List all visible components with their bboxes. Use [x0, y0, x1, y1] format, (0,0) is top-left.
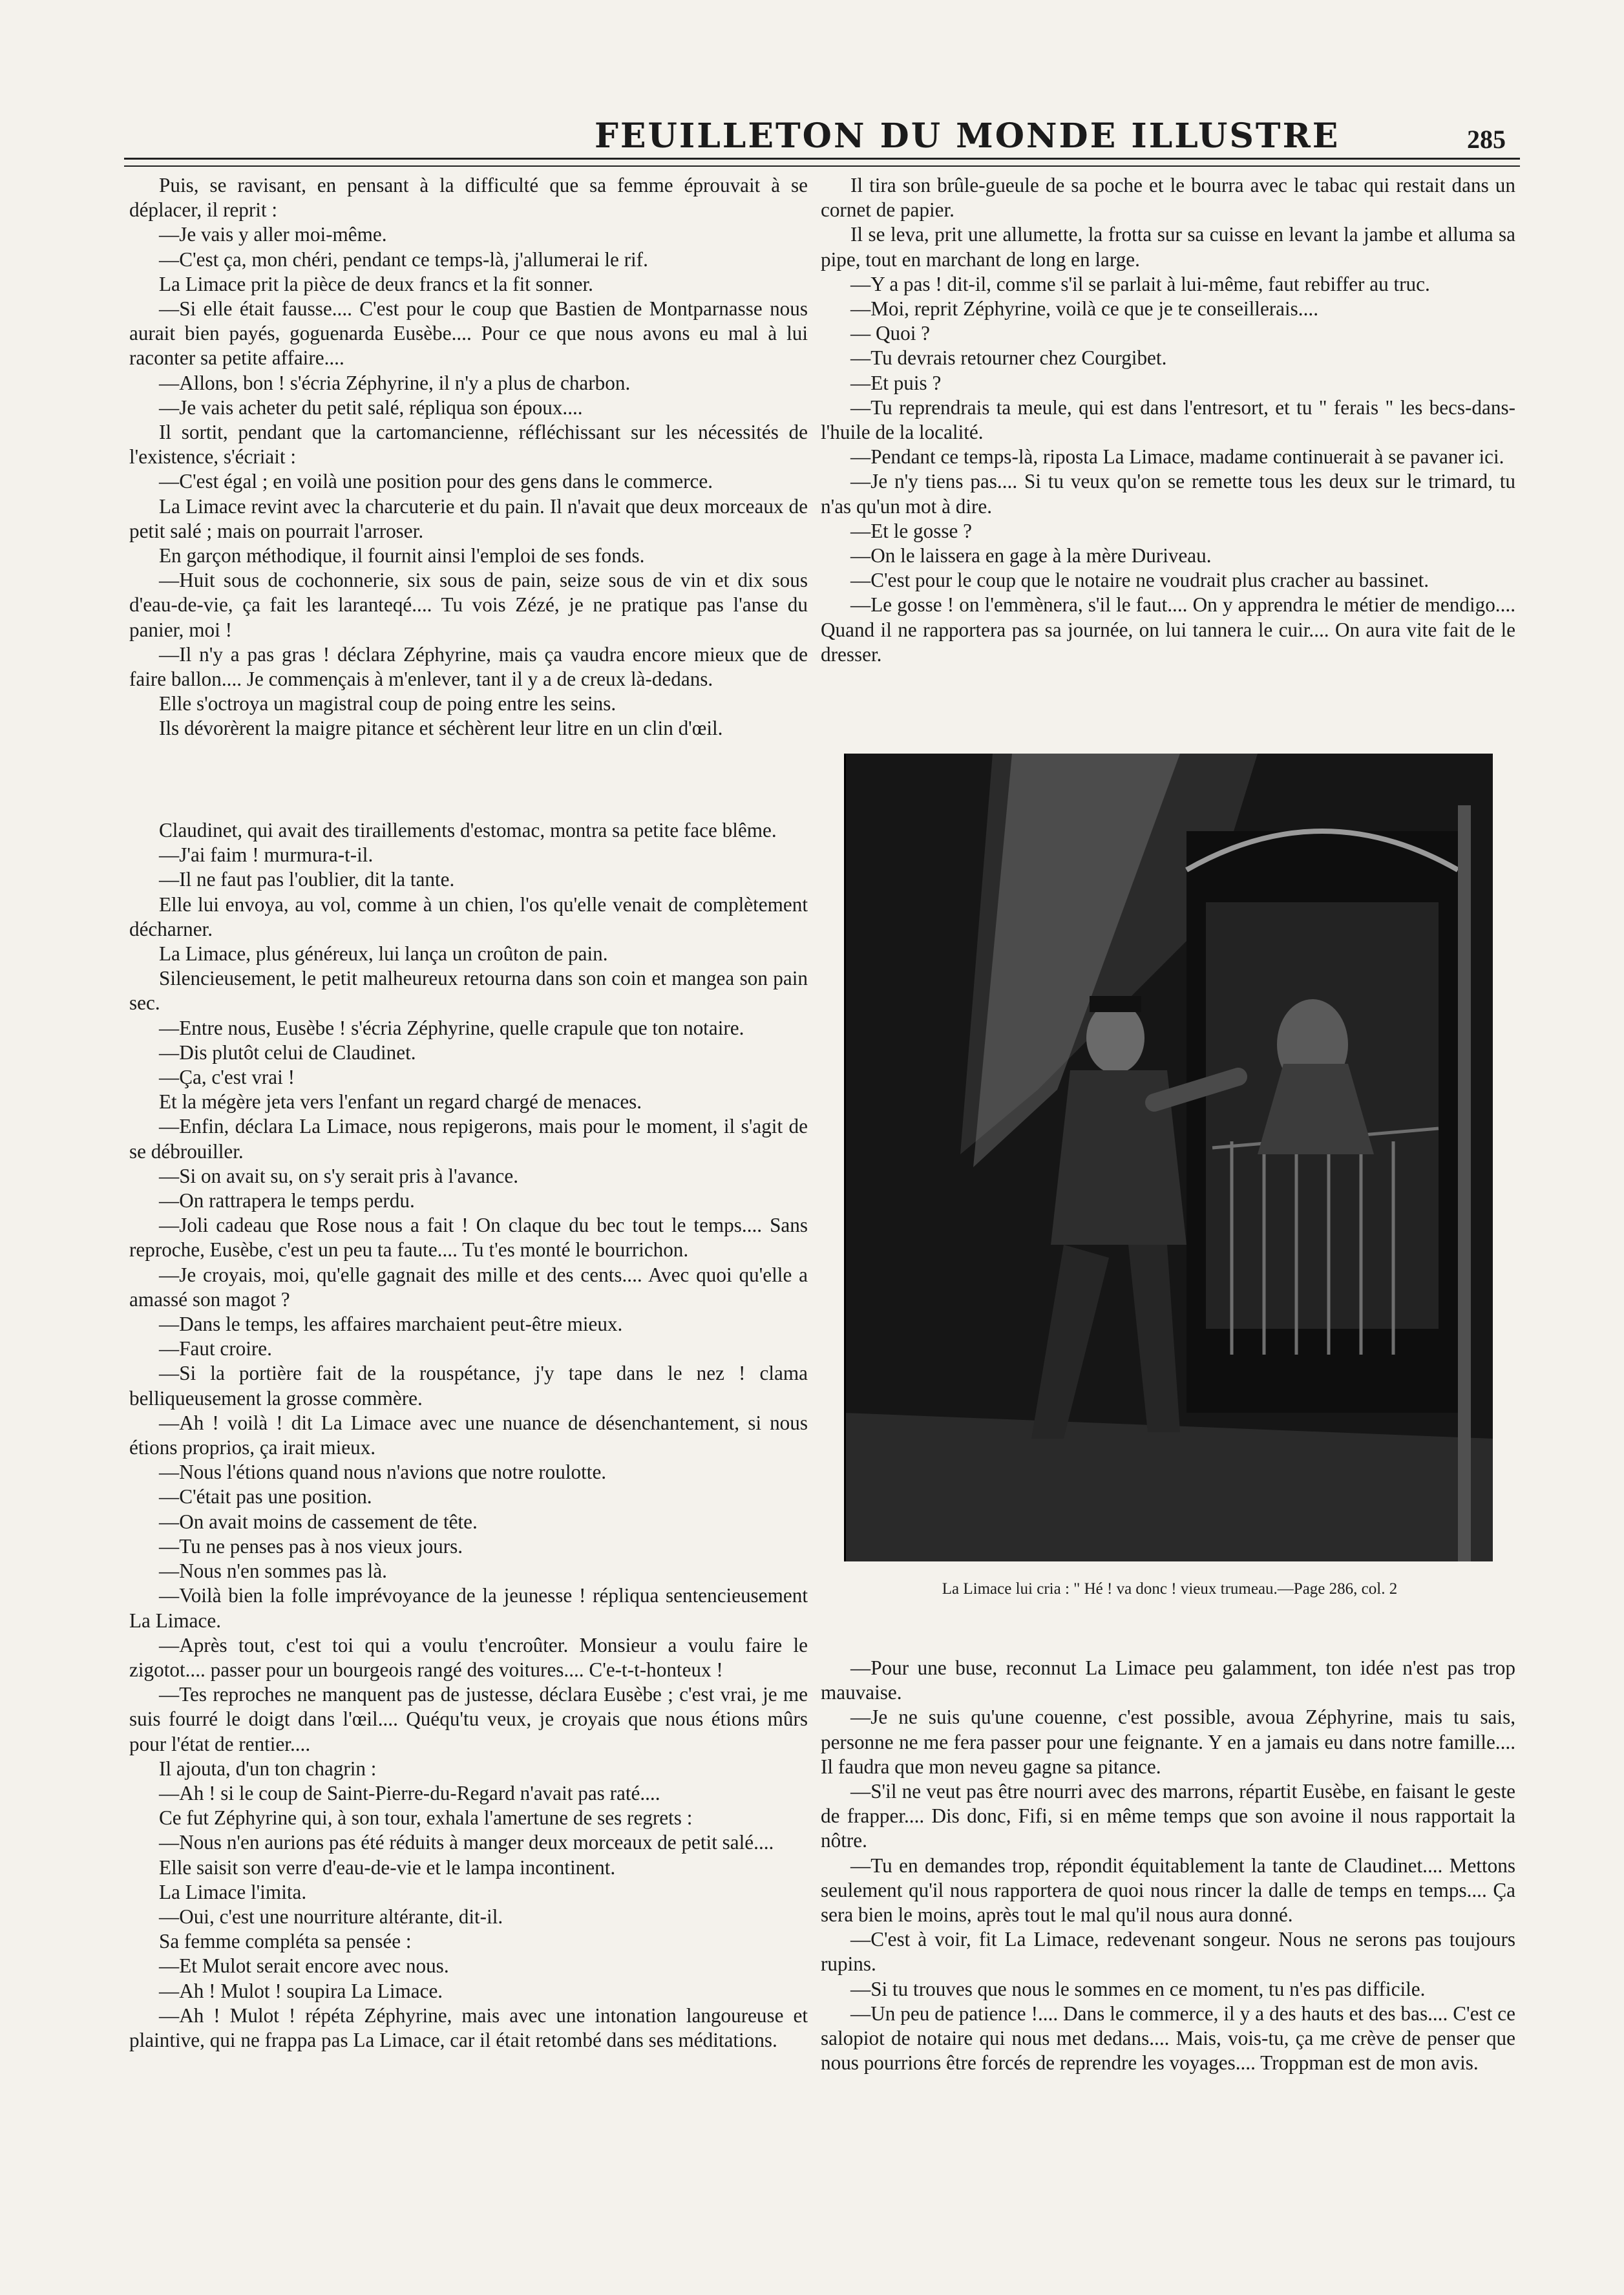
paragraph: Et la mégère jeta vers l'enfant un regard chargé de menaces. — [159, 1090, 642, 1114]
paragraph: Il ajouta, d'un ton chagrin : — [159, 1757, 377, 1780]
paragraph: —On le laissera en gage à la mère Duriveau. — [850, 544, 1212, 567]
paragraph: —S'il ne veut pas être nourri avec des marrons, répartit Eusèbe, en faisant le geste de frapper.... Dis donc, Fifi, si en même temps que son avoine il nous rapportait la nôtre. — [821, 1780, 1515, 1852]
paragraph: Elle saisit son verre d'eau-de-vie et le lampa incontinent. — [159, 1856, 616, 1879]
engraving-illustration — [844, 754, 1493, 1561]
right-column-bottom — [821, 1656, 1515, 2075]
right-column-top — [821, 173, 1515, 667]
header-rule-thin — [124, 165, 1520, 167]
paragraph: —Le gosse ! on l'emmènera, s'il le faut.... On y apprendra le métier de mendigo.... Quand il ne rapportera pas sa journée, on lui tannera le cuir.... On aura vite fait de le dresser. — [821, 593, 1515, 666]
paragraph: —Oui, c'est une nourriture altérante, dit-il. — [159, 1905, 503, 1928]
paragraph: —Un peu de patience !.... Dans le commerce, il y a des hauts et des bas.... C'est ce salopiot de notaire qui nous met dedans.... Mais, vois-tu, ça me crève de penser que nous pourrions être forcés de reprendre les voyages.... Troppman est de mon avis. — [821, 2002, 1515, 2075]
paragraph: —Tes reproches ne manquent pas de justesse, déclara Eusèbe ; c'est vrai, je me suis fourré le doigt dans l'œil.... Quéqu'tu veux, je croyais que nous étions mûrs pour l'état de rentier.... — [129, 1683, 808, 1755]
paragraph: —Il n'y a pas gras ! déclara Zéphyrine, mais ça vaudra encore mieux que de faire ballon.... Je commençais à m'enlever, tant il y a de creux là-dedans. — [129, 642, 808, 691]
paragraph: —Faut croire. — [159, 1337, 272, 1360]
paragraph: —Tu en demandes trop, répondit équitablement la tante de Claudinet.... Mettons seulement qu'il nous rapportera de quoi nous rincer la dalle de temps en temps.... Ça sera bien le moins, après tout le mal qu'il nous aura donné. — [821, 1854, 1515, 1927]
paragraph: —Ah ! si le coup de Saint-Pierre-du-Regard n'avait pas raté.... — [159, 1781, 660, 1804]
paragraph: —Je n'y tiens pas.... Si tu veux qu'on se remette tous les deux sur le trimard, tu n'as qu'un mot à dire. — [821, 470, 1515, 518]
paragraph: —C'était pas une position. — [159, 1485, 372, 1508]
paragraph: Il se leva, prit une allumette, la frotta sur sa cuisse en levant la jambe et alluma sa pipe, tout en marchant de long en large. — [821, 223, 1515, 271]
paragraph: Il sortit, pendant que la cartomancienne, réfléchissant sur les nécessités de l'existence, s'écriait : — [129, 421, 808, 469]
paragraph: —On avait moins de cassement de tête. — [159, 1510, 478, 1533]
paragraph: —Ah ! Mulot ! soupira La Limace. — [159, 1979, 443, 2002]
paragraph: Ce fut Zéphyrine qui, à son tour, exhala l'amertune de ses regrets : — [159, 1806, 693, 1830]
paragraph: —Ah ! voilà ! dit La Limace avec une nuance de désenchantement, si nous étions proprios, ça irait mieux. — [129, 1411, 808, 1459]
paragraph: Sa femme compléta sa pensée : — [159, 1930, 412, 1953]
page-header-title: FEUILLETON DU MONDE ILLUSTRE — [595, 116, 1340, 156]
paragraph: Ils dévorèrent la maigre pitance et séchèrent leur litre en un clin d'œil. — [159, 717, 723, 740]
paragraph: —Tu devrais retourner chez Courgibet. — [850, 346, 1167, 370]
left-column-top — [129, 173, 808, 741]
paragraph: —Huit sous de cochonnerie, six sous de pain, seize sous de vin et dix sous d'eau-de-vie, ça fait les laranteqé.... Tu vois Zézé, je ne pratique pas l'anse du panier, moi ! — [129, 569, 808, 641]
paragraph: —Enfin, déclara La Limace, nous repigerons, mais pour le moment, il s'agit de se débrouiller. — [129, 1115, 808, 1163]
page-number: 285 — [1467, 125, 1506, 154]
paragraph: —Si elle était fausse.... C'est pour le coup que Bastien de Montparnasse nous aurait bien payés, goguenarda Eusèbe.... Pour ce que nous avons eu mal à lui raconter sa petite affaire.... — [129, 297, 808, 370]
paragraph: —Pour une buse, reconnut La Limace peu galamment, ton idée n'est pas trop mauvaise. — [821, 1656, 1515, 1704]
paragraph: —Pendant ce temps-là, riposta La Limace, madame continuerait à se pavaner ici. — [850, 445, 1504, 469]
paragraph: —Il ne faut pas l'oublier, dit la tante. — [159, 868, 455, 891]
paragraph: La Limace l'imita. — [159, 1880, 307, 1903]
paragraph: — Quoi ? — [850, 322, 930, 345]
paragraph: —Nous n'en sommes pas là. — [159, 1560, 387, 1583]
paragraph: —Ça, c'est vrai ! — [159, 1066, 295, 1089]
paragraph: —Y a pas ! dit-il, comme s'il se parlait à lui-même, faut rebiffer au truc. — [850, 272, 1430, 295]
paragraph: —Je ne suis qu'une couenne, c'est possible, avoua Zéphyrine, mais tu sais, personne ne me fera passer pour une feignante. Y en a jamais eu dans notre famille.... Il faudra que mon neveu gagne sa pitance. — [821, 1706, 1515, 1778]
paragraph: —J'ai faim ! murmura-t-il. — [159, 843, 374, 867]
paragraph: —Allons, bon ! s'écria Zéphyrine, il n'y a plus de charbon. — [159, 371, 631, 394]
paragraph: Elle lui envoya, au vol, comme à un chien, l'os qu'elle venait de complètement décharner. — [129, 893, 808, 940]
paragraph: —Moi, reprit Zéphyrine, voilà ce que je te conseillerais.... — [850, 297, 1318, 321]
paragraph: —C'est ça, mon chéri, pendant ce temps-là, j'allumerai le rif. — [159, 248, 648, 271]
paragraph: —C'est pour le coup que le notaire ne voudrait plus cracher au bassinet. — [850, 569, 1429, 592]
paragraph: —Joli cadeau que Rose nous a fait ! On claque du bec tout le temps.... Sans reproche, Eusèbe, c'est un peu ta faute.... Tu t'es monté le bourrichon. — [129, 1214, 808, 1262]
paragraph: —C'est à voir, fit La Limace, redevenant songeur. Nous ne serons pas toujours rupins. — [821, 1928, 1515, 1976]
paragraph: —Dans le temps, les affaires marchaient peut-être mieux. — [159, 1313, 623, 1336]
paragraph: La Limace prit la pièce de deux francs et la fit sonner. — [159, 272, 593, 295]
paragraph: —Je vais acheter du petit salé, répliqua son époux.... — [159, 396, 583, 419]
paragraph: —Entre nous, Eusèbe ! s'écria Zéphyrine, quelle crapule que ton notaire. — [159, 1016, 744, 1039]
paragraph: —Dis plutôt celui de Claudinet. — [159, 1041, 416, 1064]
paragraph: —Nous n'en aurions pas été réduits à manger deux morceaux de petit salé.... — [159, 1831, 774, 1854]
paragraph: Elle s'octroya un magistral coup de poing entre les seins. — [159, 692, 617, 715]
left-column-bottom — [129, 818, 808, 2053]
paragraph: —Et Mulot serait encore avec nous. — [159, 1954, 449, 1978]
paragraph: La Limace, plus généreux, lui lança un croûton de pain. — [159, 942, 608, 966]
paragraph: —Et puis ? — [850, 371, 942, 394]
paragraph: —Voilà bien la folle imprévoyance de la jeunesse ! répliqua sentencieusement La Limace. — [129, 1584, 808, 1632]
paragraph: —Si la portière fait de la rouspétance, j'y tape dans le nez ! clama belliqueusement la grosse commère. — [129, 1362, 808, 1410]
header-rule — [124, 158, 1520, 160]
paragraph: —Nous l'étions quand nous n'avions que notre roulotte. — [159, 1461, 607, 1484]
illustration-caption: La Limace lui cria : " Hé ! va donc ! vieux trumeau.—Page 286, col. 2 — [942, 1580, 1398, 1598]
engraving-scene — [844, 754, 1493, 1561]
paragraph: —Si on avait su, on s'y serait pris à l'avance. — [159, 1164, 519, 1187]
paragraph: Il tira son brûle-gueule de sa poche et le bourra avec le tabac qui restait dans un cornet de papier. — [821, 174, 1515, 222]
paragraph: Claudinet, qui avait des tiraillements d'estomac, montra sa petite face blême. — [159, 819, 777, 841]
paragraph: Puis, se ravisant, en pensant à la difficulté que sa femme éprouvait à se déplacer, il reprit : — [129, 174, 808, 222]
paragraph: —Tu reprendrais ta meule, qui est dans l'entresort, et tu " ferais " les becs-dans-l'huile de la localité. — [821, 396, 1515, 444]
paragraph: —Tu ne penses pas à nos vieux jours. — [159, 1534, 463, 1558]
paragraph: —Si tu trouves que nous le sommes en ce moment, tu n'es pas difficile. — [850, 1977, 1426, 2000]
paragraph: En garçon méthodique, il fournit ainsi l'emploi de ses fonds. — [159, 544, 645, 567]
paragraph: —C'est égal ; en voilà une position pour des gens dans le commerce. — [159, 470, 713, 493]
paragraph: —Je croyais, moi, qu'elle gagnait des mille et des cents.... Avec quoi qu'elle a amassé son magot ? — [129, 1263, 808, 1311]
paragraph: Silencieusement, le petit malheureux retourna dans son coin et mangea son pain sec. — [129, 967, 808, 1015]
paragraph: La Limace revint avec la charcuterie et du pain. Il n'avait que deux morceaux de petit salé ; mais on pourrait l'arroser. — [129, 494, 808, 542]
paragraph: —Je vais y aller moi-même. — [159, 223, 387, 246]
paragraph: —On rattrapera le temps perdu. — [159, 1189, 415, 1212]
paragraph: —Après tout, c'est toi qui a voulu t'encroûter. Monsieur a voulu faire le zigotot.... passer pour un bourgeois rangé des voitures.... C'e-t-t-honteux ! — [129, 1633, 808, 1681]
paragraph: —Et le gosse ? — [850, 519, 972, 542]
paragraph: —Ah ! Mulot ! répéta Zéphyrine, mais avec une intonation langoureuse et plaintive, qui ne frappa pas La Limace, car il était retombé dans ses méditations. — [129, 2004, 808, 2051]
